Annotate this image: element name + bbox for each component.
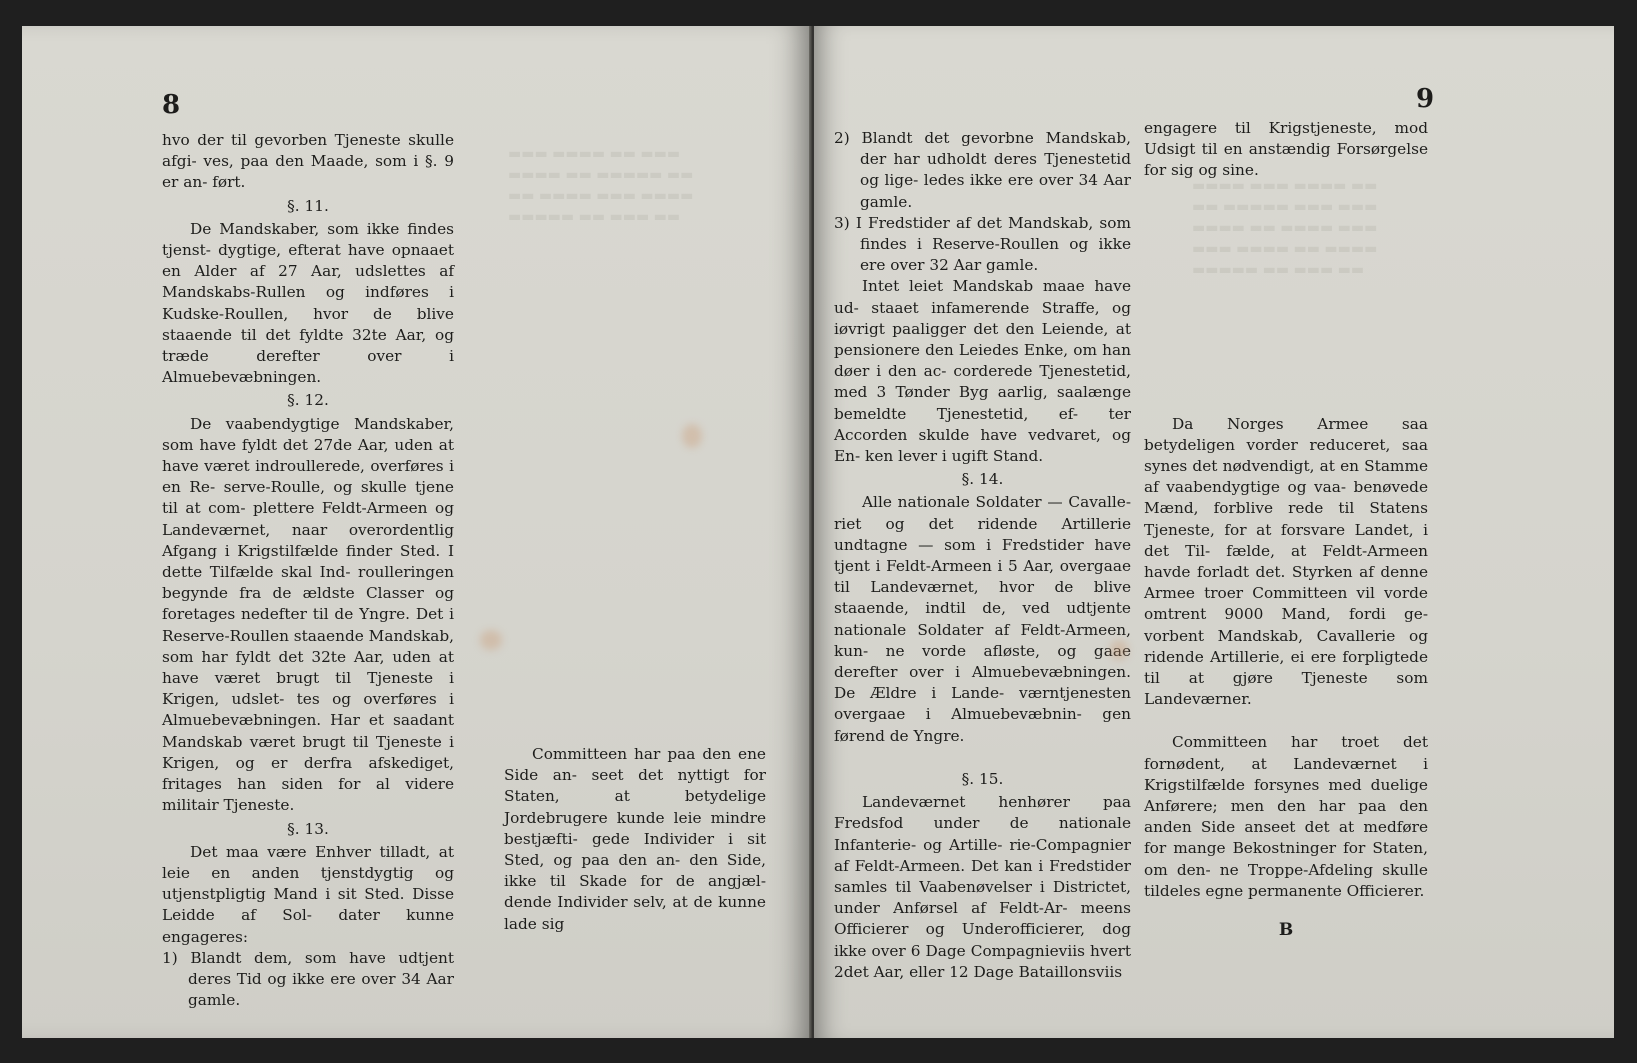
paper-stain <box>1110 640 1128 660</box>
paragraph: engagere til Krigstjeneste, mod Udsigt til en anstændig Forsørgelse for sig og sine. <box>1144 119 1428 180</box>
section-heading: §. 11. <box>287 196 329 215</box>
section-heading: §. 12. <box>287 391 329 410</box>
paper-stain <box>682 424 702 448</box>
paper-stain <box>480 630 502 650</box>
paragraph: Det maa være Enhver tilladt, at leie en anden tjenstdygtig og utjenstpligtig Mand i sit Sted. Disse Leidde af Sol- dater kunne engageres: <box>162 842 454 946</box>
paragraph: De vaabendygtige Mandskaber, som have fyldt det 27de Aar, uden at have været indroullerede, overføres i en Re- serve-Roulle, og skulle tjene til at com- plettere Feldt-Armeen og Landeværnet, naar overordentlig Afgang i Krigstilfælde finder Sted. I dette Tilfælde skal Ind- roulleringen begynde fra de ældste Classer og foretages nedefter til de Yngre. Det i Reserve-Roullen staaende Mandskab, som har fyldt det 32te Aar, uden at have været brugt til Tjeneste i Krigen, udslet- tes og overføres i Almuebevæbningen. Har et saadant Mandskab været brugt til Tjeneste i Krigen, og er derfra afskediget, fritages han siden for al videre militair Tjeneste. <box>162 414 454 815</box>
bleed-through-text: ▬▬▬▬ ▬▬▬ ▬▬▬▬ ▬▬ ▬▬ ▬▬▬▬▬ ▬▬▬ ▬▬▬ ▬▬▬▬ ▬▬ ▬▬▬▬ ▬▬▬ ▬▬▬ ▬▬▬▬ ▬▬ ▬▬▬▬ ▬▬▬▬▬ ▬▬ ▬▬▬ ▬▬ <box>1192 178 1378 278</box>
left-page-column-2 <box>504 744 766 935</box>
signature-mark: B <box>1278 920 1294 941</box>
right-page-column-1 <box>834 128 1131 983</box>
section-heading: §. 15. <box>961 769 1004 788</box>
paragraph: Landeværnet henhører paa Fredsfod under de nationale Infanterie- og Artille- rie-Compagnier af Feldt-Armeen. Det kan i Fredstider samles til Vaabenøvelser i Districtet, under Anførsel af Feldt-Ar- meens Officierer og Underofficierer, dog ikke over 6 Dage Compagnieviis hvert 2det Aar, eller 12 Dage Bataillonsviis <box>834 793 1131 981</box>
section-heading: §. 14. <box>961 470 1004 489</box>
right-page <box>814 26 1614 1038</box>
footnote-paragraph: Committeen har troet det fornødent, at Landeværnet i Krigstilfælde forsynes med duelige Anførere; men den har paa den anden Side anseet det at medføre for mange Bekostninger for Staten, om den- ne Troppe-Afdeling skulle tildeles egne permanente Officierer. <box>1144 733 1428 900</box>
left-page <box>22 26 812 1038</box>
paragraph: Alle nationale Soldater — Cavalle- riet og det ridende Artillerie undtagne — som i Fredstider have tjent i Feldt-Armeen i 5 Aar, overgaae til Landeværnet, hvor de blive staaende, indtil de, ved udtjente nationale Soldater af Feldt-Armeen, kun- ne vorde afløste, og gaae derefter over i Almuebevæbningen. De Ældre i Lande- værntjenesten overgaae i Almuebevæbnin- gen førend de Yngre. <box>834 493 1131 745</box>
left-page-column-1 <box>162 130 454 1011</box>
paragraph: Intet leiet Mandskab maae have ud- staaet infamerende Straffe, og iøvrigt paaligger det den Leiende, at pensionere den Leiedes Enke, om han døer i den ac- corderede Tjenestetid, med 3 Tønder Byg aarlig, saalænge bemeldte Tjenestetid, ef- ter Accorden skulde have vedvaret, og En- ken lever i ugift Stand. <box>834 277 1131 466</box>
bleed-through-text: ▬▬▬ ▬▬▬▬ ▬▬ ▬▬▬ ▬▬▬▬ ▬▬ ▬▬▬▬▬ ▬▬ ▬▬ ▬▬▬▬ ▬▬▬ ▬▬▬▬ ▬▬▬▬▬ ▬▬ ▬▬▬ ▬▬ <box>508 146 694 225</box>
book-spread <box>22 26 1614 1038</box>
footnote-paragraph: Da Norges Armee saa betydeligen vorder reduceret, saa synes det nødvendigt, at en Stamme af vaabendygtige og vaa- benøvede Mænd, forblive rede til Statens Tjeneste, for at forsvare Landet, i det Til- fælde, at Feldt-Armeen havde forladt det. Styrken af denne Armee troer Committeen vil vorde omtrent 9000 Mand, fordi ge- vorbent Mandskab, Cavallerie og ridende Artillerie, ei ere forpligtede til at gjøre Tjeneste som Landeværner. <box>1144 414 1428 709</box>
page-number-left: 8 <box>162 90 181 120</box>
list-item: 1) Blandt dem, som have udtjent deres Tid og ikke ere over 34 Aar gamle. <box>162 948 454 1010</box>
page-number-right: 9 <box>1416 84 1435 114</box>
list-item: 3) I Fredstider af det Mandskab, som findes i Reserve-Roullen og ikke ere over 32 Aar gamle. <box>834 213 1131 275</box>
paragraph: hvo der til gevorben Tjeneste skulle afgi- ves, paa den Maade, som i §. 9 er an- ført. <box>162 131 454 192</box>
section-heading: §. 13. <box>287 819 329 838</box>
footnote-paragraph: Committeen har paa den ene Side an- seet det nyttigt for Staten, at betydelige Jordebrugere kunde leie mindre bestjæfti- gede Individer i sit Sted, og paa den an- den Side, ikke til Skade for de angjæl- dende Individer selv, at de kunne lade sig <box>504 745 766 933</box>
paragraph: De Mandskaber, som ikke findes tjenst- dygtige, efterat have opnaaet en Alder af 27 Aar, udslettes af Mandskabs-Rullen og indføres i Kudske-Roullen, hvor de blive staaende til det fyldte 32te Aar, og træde derefter over i Almuebevæbningen. <box>162 219 454 387</box>
list-item: 2) Blandt det gevorbne Mandskab, der har udholdt deres Tjenestetid og lige- ledes ikke ere over 34 Aar gamle. <box>834 129 1131 211</box>
